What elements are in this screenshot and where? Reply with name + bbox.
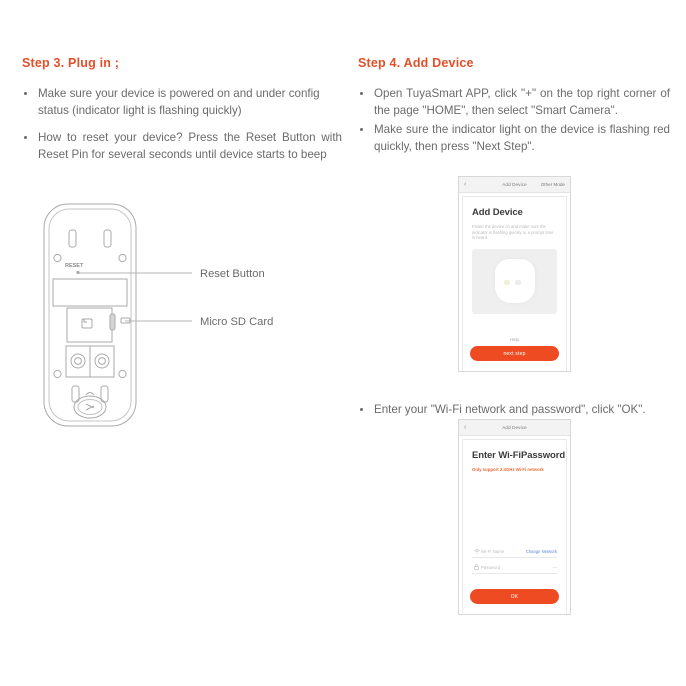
other-mode-link[interactable]: Other Mode (540, 182, 565, 187)
device-lens-icon (515, 280, 521, 285)
screw-top-right (119, 254, 126, 261)
callout-label-micro-sd-card: Micro SD Card (200, 316, 274, 328)
device-illustration (472, 249, 557, 314)
change-network-link[interactable]: Change Network (525, 548, 557, 554)
ok-button[interactable]: OK (470, 589, 559, 604)
lock-icon (472, 564, 481, 570)
add-device-subtitle: Power the device on and make sure the indicator is flashing quickly or a prompt tone is heard. (472, 224, 554, 241)
socket-hole-left-outer (71, 354, 85, 368)
top-slot-right (104, 230, 111, 247)
device-diagram (22, 196, 322, 446)
camera-device-icon (495, 259, 535, 303)
add-device-title: Add Device (472, 207, 523, 218)
wifi-form (472, 545, 557, 574)
socket-hole-left-inner (75, 358, 82, 365)
screw-top-left (54, 254, 61, 261)
password-row[interactable] (472, 561, 557, 574)
left-column (22, 56, 342, 163)
step-4-mid-bullet-list (358, 402, 670, 419)
socket-hole-right-outer (95, 354, 109, 368)
list-item: Make sure the indicator light on the device is flashing red quickly, then press "Next Step". (358, 122, 670, 155)
cable-strain-top (86, 393, 94, 396)
phone-two-nav-title: Add Device (502, 425, 527, 430)
top-slot-left (69, 230, 76, 247)
next-step-button[interactable]: next step (470, 346, 559, 361)
phone-mockup-add-device (458, 176, 571, 372)
phone-one-body (462, 196, 567, 372)
phone-mockup-wifi-password (458, 419, 571, 615)
wifi-name-row[interactable] (472, 545, 557, 558)
show-password-icon[interactable]: — (552, 564, 557, 570)
sd-card-compartment (67, 308, 112, 342)
wifi-password-title: Enter Wi-FiPassword (472, 450, 566, 461)
socket-hole-right-inner (99, 358, 106, 365)
list-item: How to reset your device? Press the Reset Button with Reset Pin for several seconds until device starts to beep (22, 130, 342, 163)
right-column (358, 56, 670, 158)
list-item: Open TuyaSmart APP, click "+" on the top right corner of the page "HOME", then select "Smart Camera". (358, 86, 670, 119)
phone-one-nav-title: Add Device (502, 182, 527, 187)
screw-bottom-right (119, 370, 126, 377)
wifi-icon (472, 549, 481, 554)
wifi-name-input[interactable]: Wi-Fi Name (481, 548, 505, 554)
callout-label-reset-button: Reset Button (200, 268, 265, 280)
phone-two-navbar (459, 420, 570, 436)
list-item: Enter your "Wi-Fi network and password", click "OK". (358, 402, 670, 419)
cable-strain-relief-inner (78, 400, 102, 415)
device-inner-shell (49, 209, 131, 421)
sd-card-tab (110, 314, 115, 330)
device-led-icon (504, 280, 510, 285)
phone-one-navbar (459, 177, 570, 193)
screw-bottom-left (54, 370, 61, 377)
help-link[interactable]: Help (510, 337, 519, 342)
password-input[interactable]: Password (481, 564, 501, 570)
cable-strain-mark (86, 404, 94, 410)
label-panel (53, 279, 127, 306)
phone-two-body (462, 439, 567, 615)
reset-text: RESET (65, 263, 84, 269)
step-3-heading: Step 3. Plug in ; (22, 56, 120, 70)
step-4-heading: Step 4. Add Device (358, 56, 474, 70)
wifi-band-notice: Only support 2.4GHz Wi-Fi network (472, 467, 544, 472)
step-4-bullet-list (358, 86, 670, 155)
back-chevron-icon[interactable]: ‹ (464, 424, 467, 431)
back-chevron-icon[interactable]: ‹ (464, 181, 467, 188)
step-3-bullet-list (22, 86, 342, 163)
list-item: Make sure your device is powered on and under config status (indicator light is flashing quickly) (22, 86, 342, 119)
device-diagram-svg (22, 196, 322, 446)
